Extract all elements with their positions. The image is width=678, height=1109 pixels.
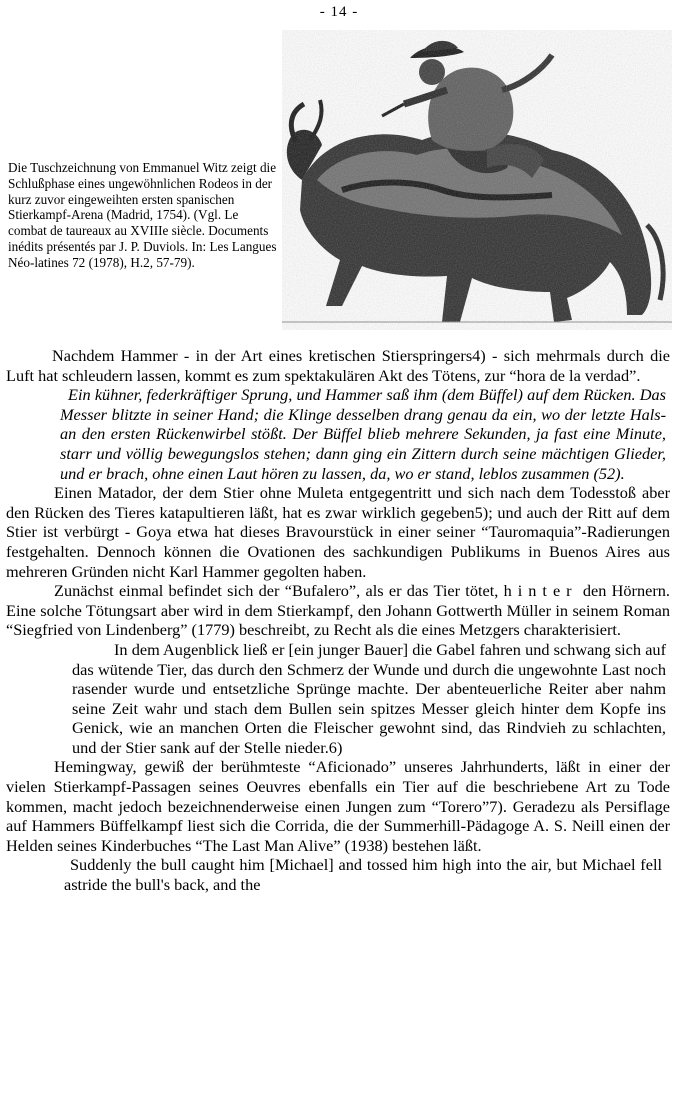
paragraph-2: Einen Matador, der dem Stier ohne Muleta entgegentritt und sich nach dem Todesstoß aber den Rücken des Tieres katapultieren läßt, hat es zwar wirklich gegeben5); und auch der Ritt auf dem Stier ist verbürgt - Goya etwa hat dieses Bravourstück in einer seiner “Tauromaquia”-Radierungen festgehalten. Dennoch können die Ovationen des sachkundigen Publikums in Buenos Aires aus mehreren Gründen nicht Karl Hammer gegolten haben. (6, 483, 670, 581)
quote-block-3: Suddenly the bull caught him [Michael] and tossed him high into the air, but Michael fell astride the bull's back, and the (64, 855, 662, 895)
paragraph-1: Nachdem Hammer - in der Art eines kretischen Stierspringers4) - sich mehrmals durch die Luft hat schleudern lassen, kommt es zum spektakulären Akt des Tötens, zur “hora de la verdad”. (6, 346, 670, 385)
paragraph-3-end: den Hörnern. Eine solche Tötungsart aber wird in dem Stierkampf, den Johann Gottwerth Müller in seinem Roman “Siegfried von Lindenberg” (1779) beschreibt, zu Recht als die eines Metzgers charakterisiert. (6, 581, 670, 640)
page-number: - 14 - (319, 4, 359, 20)
paragraph-3-start: Zunächst einmal befindet sich der “Bufalero”, als er das Tier tötet, (54, 581, 499, 601)
paragraph-4: Hemingway, gewiß der berühmteste “Aficionado” unseres Jahrhunderts, läßt in einer der vielen Stierkampf-Passagen seines Oeuvres ebenfalls ein Tier auf die beschriebene Art zu Tode kommen, macht jedoch bezeichnenderweise einen Jungen zum “Torero”7). Geradezu als Persiflage auf Hammers Büffelkampf liest sich die Corrida, die der Summerhill-Pädagoge A. S. Neill einen der Helden seines Kinderbuches “The Last Man Alive” (1938) bestehen läßt. (6, 757, 670, 855)
bull-rider-ink-drawing-icon (282, 30, 672, 330)
body-text (6, 346, 670, 895)
quote-block-2: In dem Augenblick ließ er [ein junger Bauer] die Gabel fahren und schwang sich auf das wütende Tier, das durch den Schmerz der Wunde und durch die ungewohnte Last noch rasender wurde und entsetzliche Sprünge machte. Der abenteuerliche Reiter aber nahm seine Zeit wahr und stach dem Bullen sein spitzes Messer gleich hinter dem Kopfe ins Genick, wie an manchen Orten die Fleischer gewohnt sind, das Rindvieh zu schlachten, und der Stier sank auf der Stelle nieder.6) (72, 639, 666, 757)
figure-caption: Die Tuschzeichnung von Emmanuel Witz zeigt die Schlußphase eines ungewöhnlichen Rodeos in der kurz zuvor eingeweihten ersten spanischen Stierkampf-Arena (Madrid, 1754). (Vgl. Le combat de taureaux au XVIIIe siècle. Documents inédits présentés par J. P. Duviols. In: Les Langues Néo-latines 72 (1978), H.2, 57-79). (8, 160, 277, 270)
quote-block-1: Ein kühner, federkräftiger Sprung, und Hammer saß ihm (dem Büffel) auf dem Rücken. Das Messer blitzte in seiner Hand; die Klinge desselben drang genau da ein, wo der letzte Hals- an den ersten Rückenwirbel stößt. Der Büffel blieb mehrere Sekunden, ja fast eine Minute, starr und völlig bewegungslos stehen; dann ging ein Zittern durch seine mächtigen Glieder, und er brach, ohne einen Laut hören zu lassen, da, wo er stand, leblos zusammen (52). (60, 385, 666, 483)
paragraph-3 (6, 581, 670, 640)
bull-rider-illustration (282, 30, 672, 330)
spaced-word: hinter (503, 581, 578, 601)
